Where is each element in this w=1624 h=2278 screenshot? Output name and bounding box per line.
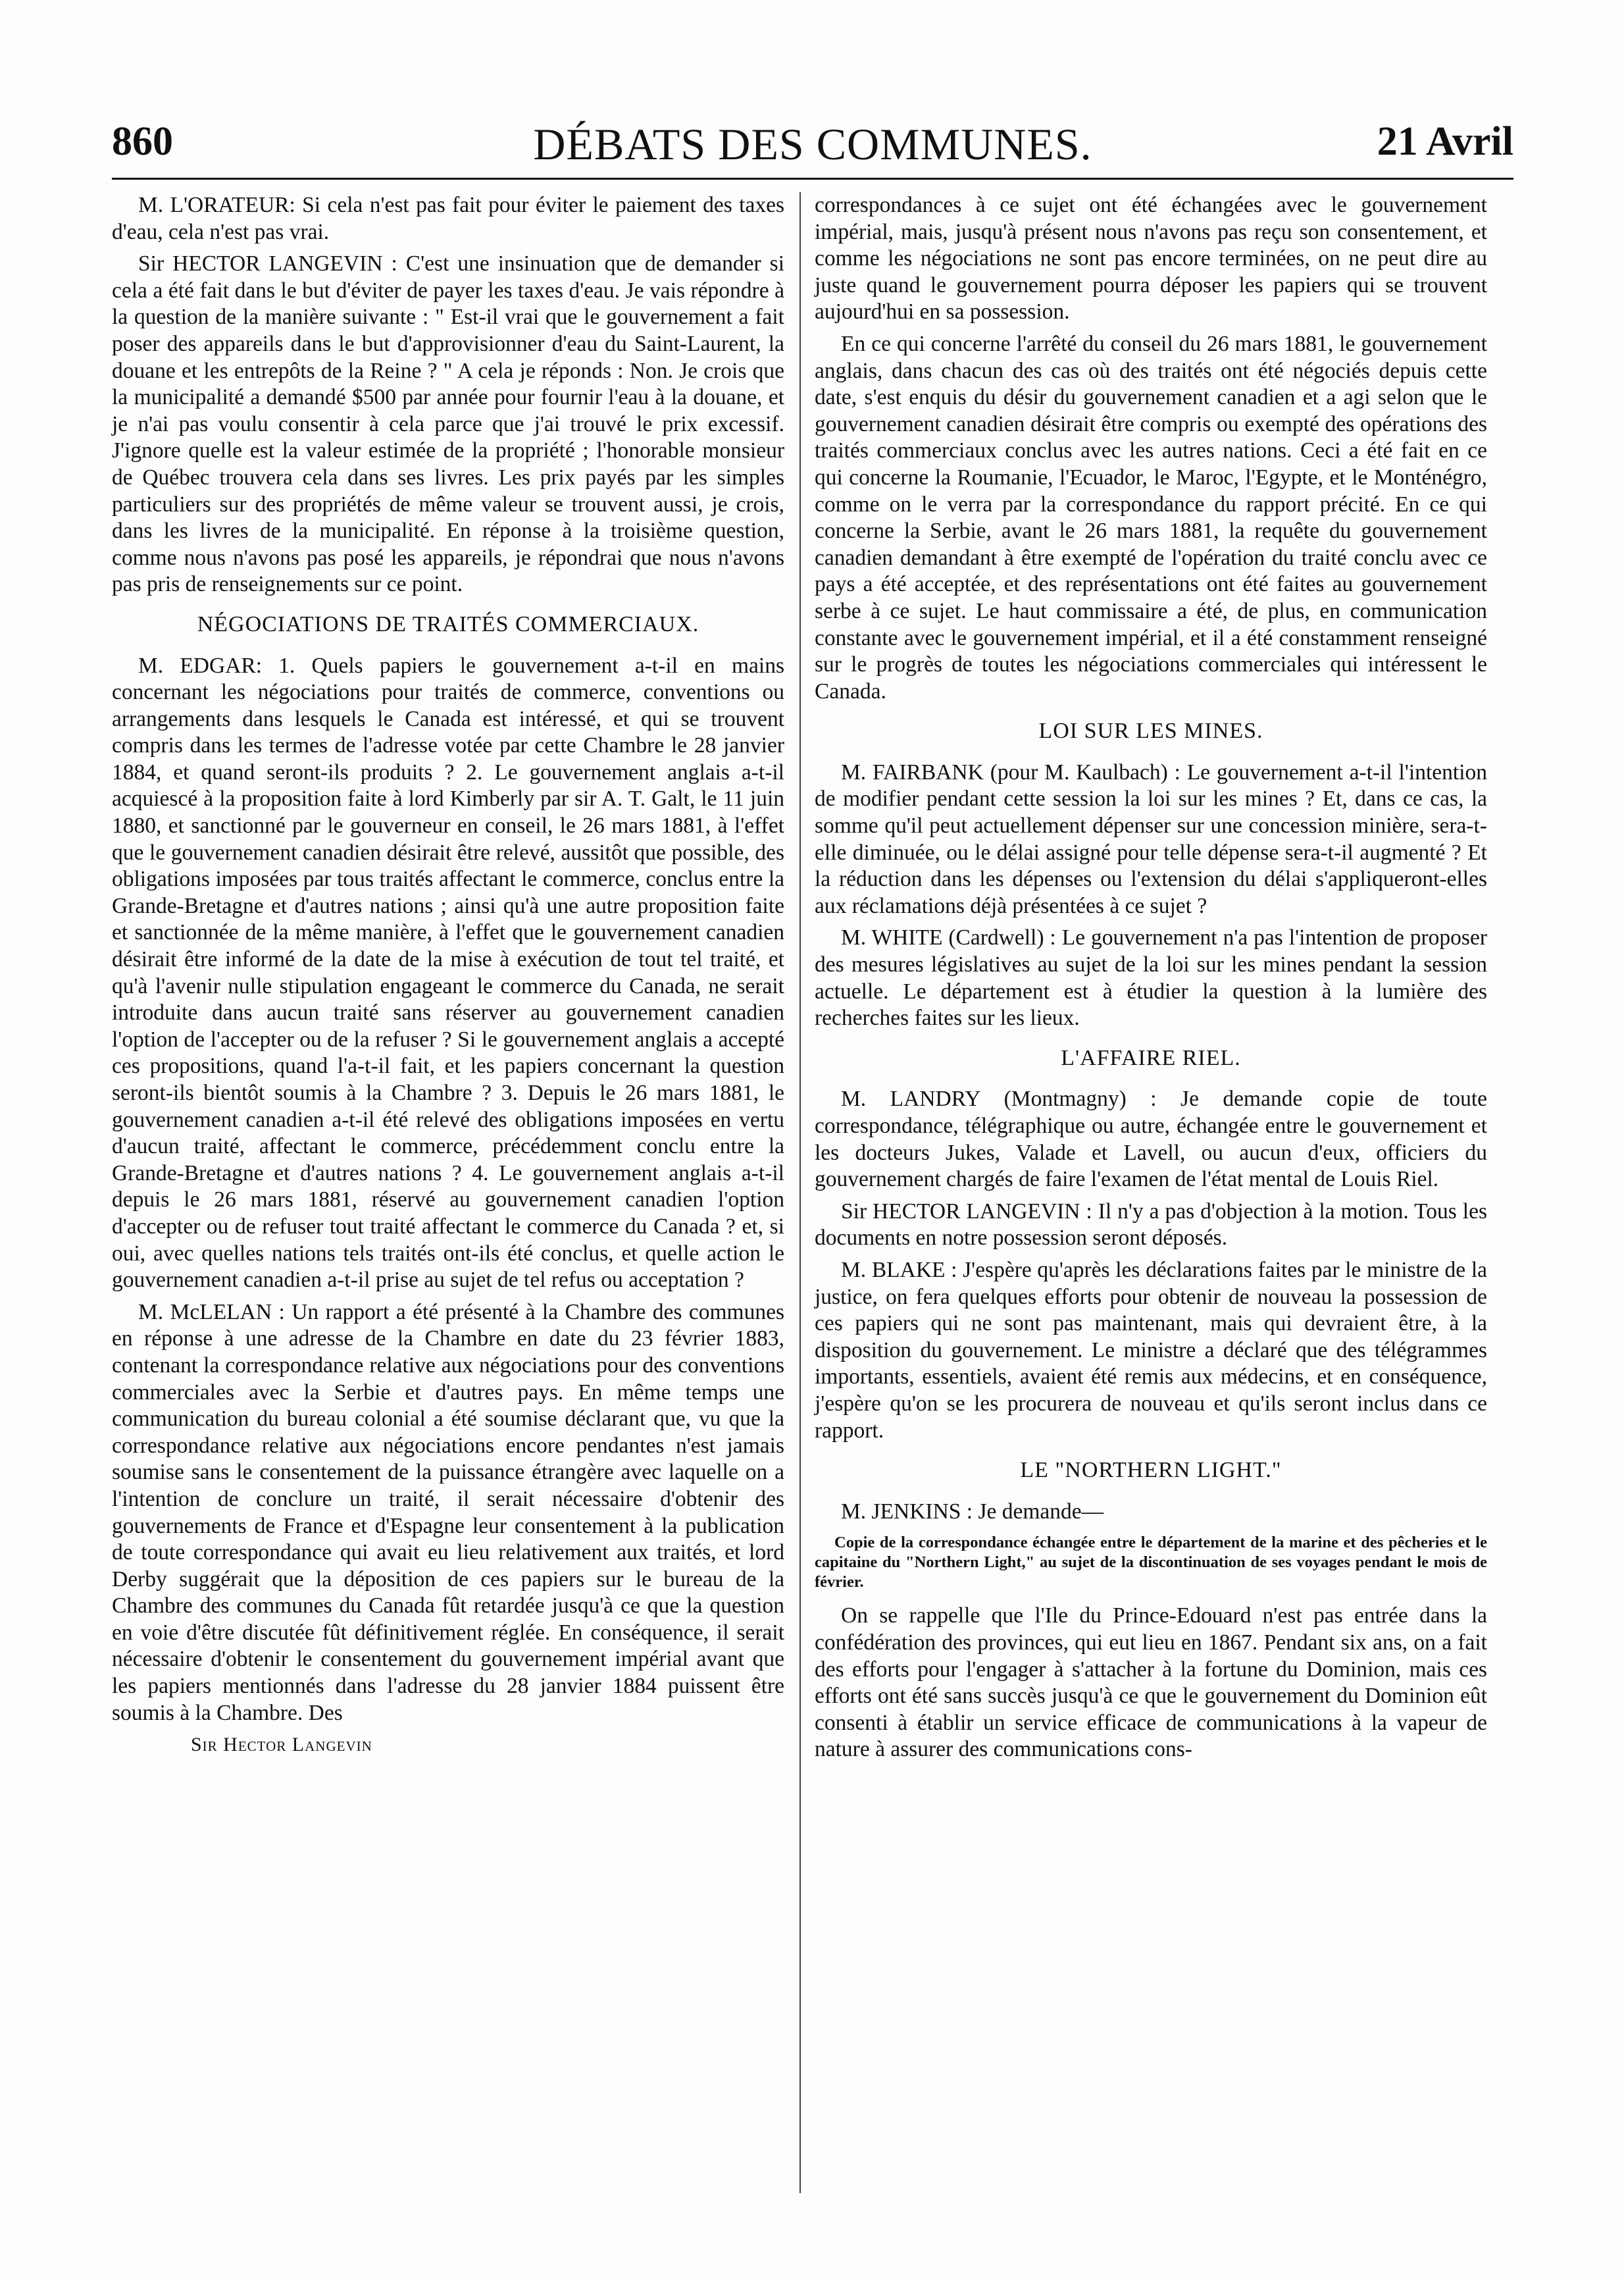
motion-text: Copie de la correspondance échangée entre le département de la marine et des pêcheries et le capitaine du "Northern Light," au sujet de la discontinuation de ses voyages pendant le mois de février. bbox=[815, 1534, 1487, 1592]
section-heading: LE "NORTHERN LIGHT." bbox=[1020, 1458, 1282, 1483]
catchword-signature: Sir Hector Langevin bbox=[191, 1734, 372, 1756]
document-page bbox=[112, 118, 1513, 2212]
paragraph: M. LANDRY (Montmagny) : Je demande copie de toute correspondance, télégraphique ou autre, échangée entre le gouvernement et les docteurs Jukes, Valade et Lavell, ou aucun d'eux, officiers du gouvernement chargés de faire l'examen de l'état mental de Louis Riel. bbox=[815, 1087, 1487, 1192]
paragraph: On se rappelle que l'Ile du Prince-Edouard n'est pas entrée dans la confédération des provinces, qui eut lieu en 1867. Pendant six ans, on a fait des efforts pour l'engager à s'attacher à la fortune du Dominion, mais ces efforts ont été sans succès jusqu'à ce que le gouvernement du Dominion eût consenti à établir un service efficace de communications à la vapeur de nature à assurer des communications cons- bbox=[815, 1603, 1487, 1762]
section-heading: NÉGOCIATIONS DE TRAITÉS COMMERCIAUX. bbox=[197, 611, 699, 636]
left-column bbox=[112, 192, 784, 1764]
text-columns bbox=[112, 192, 1513, 2212]
paragraph: M. EDGAR: 1. Quels papiers le gouvernement a-t-il en mains concernant les négociations pour traités de commerce, conventions ou arrangements dans lesquels le Canada est intéressé, et qui se trouvent compris dans les termes de l'adresse votée par cette Chambre le 28 janvier 1884, et quand seront-ils produits ? 2. Le gouvernement anglais a-t-il acquiescé à la proposition faite à lord Kimberly par sir A. T. Galt, le 11 juin 1880, et sanctionné par le gouverneur en conseil, le 26 mars 1881, à l'effet que le gouvernement canadien désirait être relevé, aussitôt que possible, des obligations imposées par tous traités affectant le commerce, conclus entre la Grande-Bretagne et d'autres nations ; ainsi qu'à une autre proposition faite et sanctionnée de la même manière, à l'effet que le gouvernement canadien désirait être informé de la date de la mise à exécution de tout tel traité, et qu'à l'avenir nulle stipulation engageant le commerce du Canada, ne serait introduite dans aucun traité sans réserver au gouvernement canadien l'option de l'accepter ou de la refuser ? Si le gouvernement anglais a accepté ces propositions, quand l'a-t-il fait, et les papiers concernant la question seront-ils bientôt soumis à la Chambre ? 3. Depuis le 26 mars 1881, le gouvernement canadien a-t-il été relevé des obligations imposées en vertu d'aucun traité, affectant le commerce, précédemment conclu entre la Grande-Bretagne et d'autres nations ? 4. Le gouvernement anglais a-t-il depuis le 26 mars 1881, réservé au gouvernement canadien l'option d'accepter ou de refuser tout traité affectant le commerce du Canada ? et, si oui, avec quelles nations tels traités ont-ils été conclus, et quelle action le gouvernement canadien a-t-il prise au sujet de tel refus ou acceptation ? bbox=[112, 653, 784, 1293]
paragraph: En ce qui concerne l'arrêté du conseil du 26 mars 1881, le gouvernement anglais, dans chacun des cas où des traités ont été négociés depuis cette date, s'est enquis du désir du gouvernement canadien et a agi selon que le gouvernement canadien désirait être compris ou exempté des opérations des traités commerciaux conclus avec les autres nations. Ceci a été fait en ce qui concerne la Roumanie, l'Ecuador, le Maroc, l'Egypte, et le Monténégro, comme on le verra par la correspondance du rapport précité. En ce qui concerne la Serbie, avant le 26 mars 1881, la requête du gouvernement canadien demandant à être exempté de l'opération du traité conclu avec ce pays a été acceptée, et des représentations ont été faites au gouvernement serbe à ce sujet. Le haut commissaire a été, de plus, en communication constante avec le gouvernement impérial, et il a été constamment renseigné sur le progrès de toutes les négociations commerciales qui intéressent le Canada. bbox=[815, 331, 1487, 704]
paragraph: Sir HECTOR LANGEVIN : Il n'y a pas d'objection à la motion. Tous les documents en notre possession seront déposés. bbox=[815, 1199, 1487, 1251]
section-heading: LOI SUR LES MINES. bbox=[1038, 719, 1263, 744]
paragraph: M. BLAKE : J'espère qu'après les déclarations faites par le ministre de la justice, on fera quelques efforts pour obtenir de nouveau la possession de ces papiers qui ne sont pas maintenant, mais qui devraient être, à la disposition du gouvernement. Le ministre a déclaré que des télégrammes importants, essentiels, avaient été remis aux médecins, et en conséquence, j'espère qu'on se les procurera de nouveau et qu'ils seront inclus dans ce rapport. bbox=[815, 1257, 1487, 1443]
paragraph: correspondances à ce sujet ont été échangées avec le gouvernement impérial, mais, jusqu'à présent nous n'avons pas reçu son consentement, et comme les négociations ne sont pas encore terminées, on ne peut dire au juste quand le gouvernement pourra déposer les papiers qui se trouvent aujourd'hui en sa possession. bbox=[815, 193, 1487, 324]
section-heading: L'AFFAIRE RIEL. bbox=[1061, 1045, 1241, 1070]
paragraph: Sir HECTOR LANGEVIN : C'est une insinuation que de demander si cela a été fait dans le but d'éviter de payer les taxes d'eau. Je vais répondre à la question de la manière suivante : " Est-il vrai que le gouvernement a fait poser des appareils dans le but d'approvisionner d'eau du Saint-Laurent, la douane et les entrepôts de la Reine ? " A cela je réponds : Non. Je crois que la municipalité a demandé $500 par année pour fournir l'eau à la douane, et je n'ai pas voulu consentir à cela parce que j'ai trouvé le prix excessif. J'ignore quelle est la valeur estimée de la propriété ; l'honorable monsieur de Québec trouvera cela dans ses livres. Les prix payés par les simples particuliers sur des propriétés de même valeur se trouvent aussi, je crois, dans les livres de la municipalité. En réponse à la troisième question, comme nous n'avons pas posé les appareils, je répondrai que nous n'avons pas pris de renseignements sur ce point. bbox=[112, 251, 784, 597]
paragraph: M. FAIRBANK (pour M. Kaulbach) : Le gouvernement a-t-il l'intention de modifier pendant cette session la loi sur les mines ? Et, dans ce cas, la somme qu'il peut actuellement dépenser sur une concession minière, sera-t-elle diminuée, ou le délai assigné pour telle dépense sera-t-il augmenté ? Et la réduction dans les dépenses ou l'extension du délai s'appliqueront-elles aux réclamations déjà présentées à ce sujet ? bbox=[815, 760, 1487, 918]
page-number: 860 bbox=[112, 119, 173, 164]
page-title: DÉBATS DES COMMUNES. bbox=[533, 119, 1092, 169]
column-divider bbox=[799, 192, 801, 2193]
right-column bbox=[815, 192, 1487, 1769]
paragraph: M. JENKINS : Je demande— bbox=[841, 1499, 1104, 1524]
paragraph: M. McLELAN : Un rapport a été présenté à la Chambre des communes en réponse à une adresse de la Chambre en date du 23 février 1883, contenant la correspondance relative aux négociations pour des conventions commerciales avec la Serbie et d'autres pays. En même temps une communication du bureau colonial a été soumise déclarant que, vu que la correspondance relative aux négociations encore pendantes n'est jamais soumise sans le consentement de la puissance étrangère avec laquelle on a l'intention de conclure un traité, il serait nécessaire d'obtenir des gouvernements de France et d'Espagne leur consentement à la publication de toute correspondance qui avait eu lieu relativement aux traités, et lord Derby suggérait que la déposition de ces papiers sur le bureau de la Chambre des communes du Canada fût retardée jusqu'à ce que la question en voie d'être discutée fût définitivement réglée. En conséquence, il serait nécessaire d'obtenir le consentement du gouvernement impérial avant que les papiers mentionnés dans l'adresse du 28 janvier 1884 puissent être soumis à la Chambre. Des bbox=[112, 1299, 784, 1725]
paragraph: M. WHITE (Cardwell) : Le gouvernement n'a pas l'intention de proposer des mesures législatives au sujet de la loi sur les mines pendant la session actuelle. Le département est à étudier la question à la lumière des recherches faites sur les lieux. bbox=[815, 925, 1487, 1031]
page-header bbox=[112, 118, 1513, 180]
page-date: 21 Avril bbox=[1377, 119, 1513, 164]
paragraph: M. L'ORATEUR: Si cela n'est pas fait pour éviter le paiement des taxes d'eau, cela n'est pas vrai. bbox=[112, 193, 784, 244]
